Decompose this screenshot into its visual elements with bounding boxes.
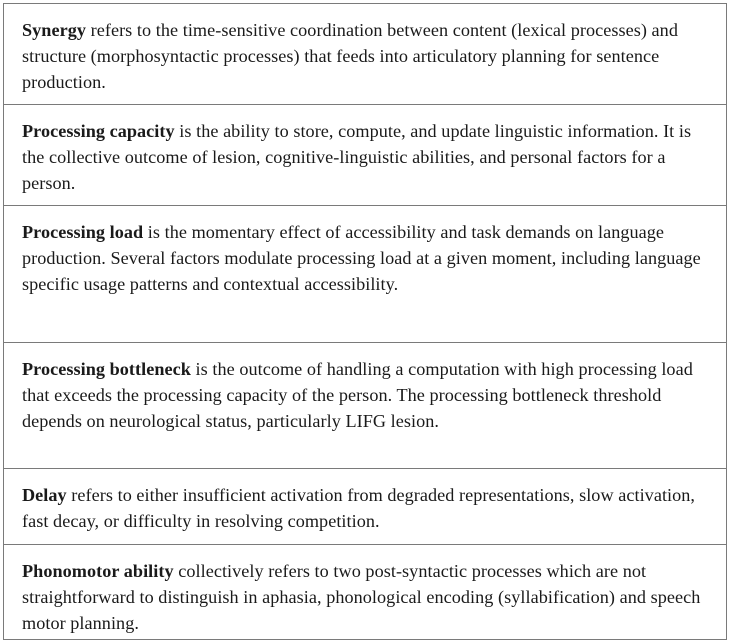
definition-text-processing-bottleneck: is the outcome of handling a computation with high processing load that exceeds the processing capacity of the person. The processing bottleneck threshold depends on neurological status, particularly LIFG lesion. (22, 359, 693, 431)
definitions-table (3, 3, 727, 640)
definition-row-processing-bottleneck (3, 342, 727, 468)
term-processing-capacity: Processing capacity (22, 121, 175, 141)
definition-row-processing-capacity (3, 104, 727, 205)
term-processing-load: Processing load (22, 222, 144, 242)
definition-row-delay (3, 468, 727, 544)
definition-text-delay: refers to either insufficient activation from degraded representations, slow activation, fast decay, or difficulty in resolving competition. (22, 485, 696, 531)
definition-text-phonomotor-ability: collectively refers to two post-syntactic processes which are not straightforward to distinguish in aphasia, phonological encoding (syllabification) and speech motor planning. (22, 561, 701, 633)
definition-text-synergy: refers to the time-sensitive coordination between content (lexical processes) and structure (morphosyntactic processes) that feeds into articulatory planning for sentence production. (22, 20, 678, 92)
definition-row-synergy (3, 3, 727, 104)
definition-row-processing-load (3, 205, 727, 342)
term-synergy: Synergy (22, 20, 87, 40)
term-processing-bottleneck: Processing bottleneck (22, 359, 191, 379)
definition-text-processing-load: is the momentary effect of accessibility and task demands on language production. Several factors modulate processing load at a given moment, including language specific usage patterns and contextual accessibility. (22, 222, 701, 294)
definition-text-processing-capacity: is the ability to store, compute, and update linguistic information. It is the collective outcome of lesion, cognitive-linguistic abilities, and personal factors for a person. (22, 121, 692, 193)
definition-row-phonomotor-ability (3, 544, 727, 640)
term-delay: Delay (22, 485, 67, 505)
term-phonomotor-ability: Phonomotor ability (22, 561, 174, 581)
